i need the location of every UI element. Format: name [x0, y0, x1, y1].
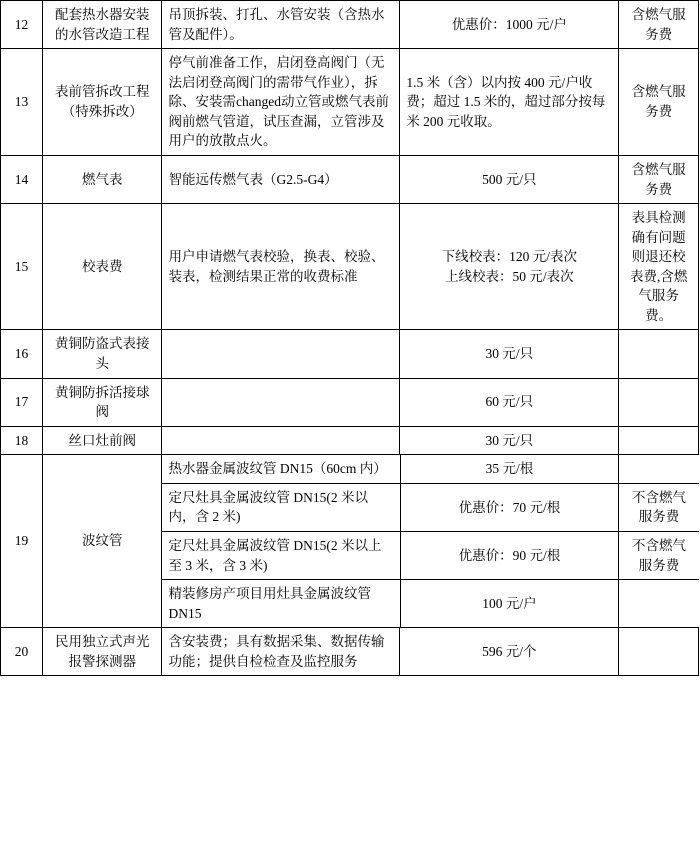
table-row	[1, 455, 699, 628]
row-note	[619, 330, 699, 378]
row-number: 15	[1, 204, 43, 330]
row-price: 30 元/只	[400, 330, 619, 378]
row-description: 停气前准备工作，启闭登高阀门（无法启闭登高阀门的需带气作业），拆除、安装需changed动立管或燃气表前阀前燃气管道，试压查漏，立管涉及用户的放散点火。	[162, 49, 400, 156]
row-note: 表具检测确有问题则退还校表费,含燃气服务费。	[619, 204, 699, 330]
row-description	[162, 330, 400, 378]
table-row	[1, 628, 699, 676]
row-number: 12	[1, 1, 43, 49]
row-item: 表前管拆改工程（特殊拆改）	[43, 49, 162, 156]
table-row	[1, 49, 699, 156]
row-description: 含安装费；具有数据采集、数据传输功能；提供自检检查及监控服务	[162, 628, 400, 676]
row-number: 19	[1, 455, 43, 628]
sub-row	[162, 455, 698, 483]
row-item: 黄铜防拆活接球阀	[43, 378, 162, 426]
row-description: 智能远传燃气表（G2.5-G4）	[162, 155, 400, 203]
row-note: 含燃气服务费	[619, 1, 699, 49]
row-item: 校表费	[43, 204, 162, 330]
row-number: 17	[1, 378, 43, 426]
row-price: 1.5 米（含）以内按 400 元/户收费；超过 1.5 米的，超过部分按每米 200 元收取。	[400, 49, 619, 156]
row-note	[619, 426, 699, 455]
table-row	[1, 426, 699, 455]
row-price: 500 元/只	[400, 155, 619, 203]
sub-row	[162, 483, 698, 531]
row-description	[162, 378, 400, 426]
sub-price: 100 元/户	[400, 580, 619, 628]
row-number: 16	[1, 330, 43, 378]
sub-description: 定尺灶具金属波纹管 DN15(2 米以上至 3 米，含 3 米)	[162, 531, 400, 579]
row-price: 30 元/只	[400, 426, 619, 455]
row-item: 丝口灶前阀	[43, 426, 162, 455]
table-row	[1, 155, 699, 203]
row-price: 优惠价：1000 元/户	[400, 1, 619, 49]
row-item: 燃气表	[43, 155, 162, 203]
price-line-1: 下线校表：120 元/表次	[441, 249, 578, 265]
table-row	[1, 330, 699, 378]
sub-description: 精装修房产项目用灶具金属波纹管 DN15	[162, 580, 400, 628]
sub-table	[162, 455, 698, 627]
row-item: 民用独立式声光报警探测器	[43, 628, 162, 676]
row-note: 含燃气服务费	[619, 155, 699, 203]
sub-row	[162, 531, 698, 579]
row-number: 20	[1, 628, 43, 676]
sub-price: 35 元/根	[400, 455, 619, 483]
sub-table-wrapper	[162, 455, 699, 628]
row-item: 黄铜防盗式表接头	[43, 330, 162, 378]
sub-note	[619, 580, 699, 628]
row-note	[619, 378, 699, 426]
table-row	[1, 204, 699, 330]
row-price: 596 元/个	[400, 628, 619, 676]
row-note	[619, 628, 699, 676]
row-price	[400, 204, 619, 330]
sub-price: 优惠价：70 元/根	[400, 483, 619, 531]
row-description: 吊顶拆装、打孔、水管安装（含热水管及配件）。	[162, 1, 400, 49]
sub-price: 优惠价：90 元/根	[400, 531, 619, 579]
sub-note	[619, 455, 699, 483]
sub-row	[162, 580, 698, 628]
table-row	[1, 378, 699, 426]
row-number: 13	[1, 49, 43, 156]
sub-description: 热水器金属波纹管 DN15（60cm 内）	[162, 455, 400, 483]
sub-note: 不含燃气服务费	[619, 531, 699, 579]
price-line-2: 上线校表：50 元/表次	[445, 268, 574, 284]
table-row	[1, 1, 699, 49]
row-number: 18	[1, 426, 43, 455]
row-price: 60 元/只	[400, 378, 619, 426]
row-description	[162, 426, 400, 455]
sub-description: 定尺灶具金属波纹管 DN15(2 米以内，含 2 米)	[162, 483, 400, 531]
sub-note: 不含燃气服务费	[619, 483, 699, 531]
row-item: 波纹管	[43, 455, 162, 628]
row-number: 14	[1, 155, 43, 203]
row-item: 配套热水器安装的水管改造工程	[43, 1, 162, 49]
row-description: 用户申请燃气表校验，换表、校验、装表，检测结果正常的收费标准	[162, 204, 400, 330]
row-note: 含燃气服务费	[619, 49, 699, 156]
